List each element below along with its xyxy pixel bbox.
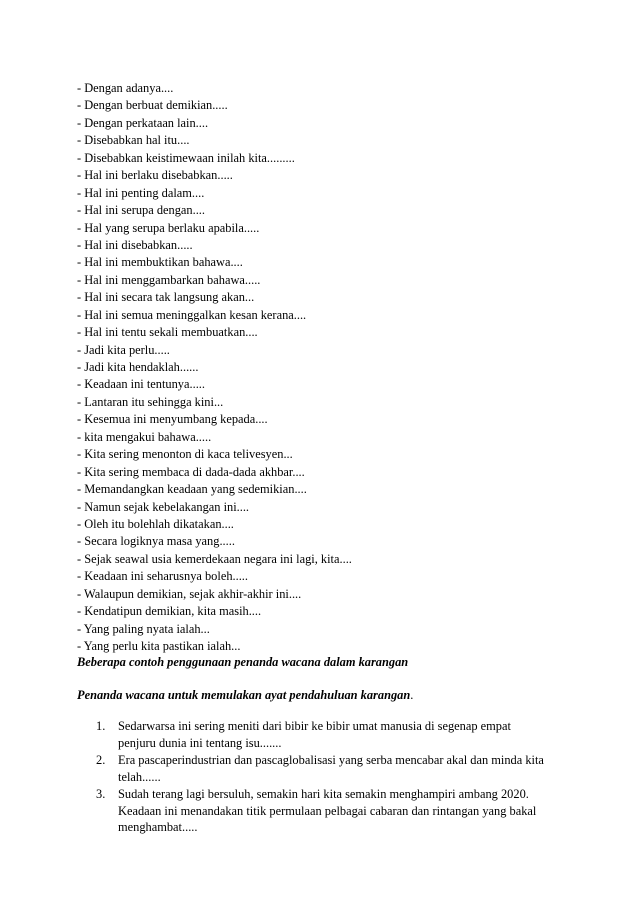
example-item [0, 752, 548, 786]
phrase-item: - Secara logiknya masa yang..... [77, 534, 235, 549]
example-item [0, 786, 548, 837]
phrase-item: - Disebabkan keistimewaan inilah kita......... [77, 150, 295, 165]
phrase-item: - kita mengakui bahawa..... [77, 429, 212, 444]
example-number: 3. [96, 786, 106, 801]
example-text: Sudah terang lagi bersuluh, semakin hari kita semakin menghampiri ambang 2020. Keadaan ini menandakan titik permulaan pelbagai cabaran dan rintangan yang bakal menghambat..... [118, 786, 537, 835]
phrase-item: - Namun sejak kebelakangan ini.... [77, 499, 250, 514]
subheading [77, 688, 413, 703]
phrase-item: - Hal ini semua meninggalkan kesan kerana.... [77, 307, 307, 322]
phrase-item: - Lantaran itu sehingga kini... [77, 394, 224, 409]
phrase-item: - Sejak seawal usia kemerdekaan negara ini lagi, kita.... [77, 551, 352, 566]
example-text: Sedarwarsa ini sering meniti dari bibir ke bibir umat manusia di segenap empat penjuru dunia ini tentang isu....... [118, 719, 511, 750]
phrase-item: - Disebabkan hal itu.... [77, 133, 190, 148]
phrase-item: - Keadaan ini tentunya..... [77, 377, 205, 392]
phrase-item: - Keadaan ini seharusnya boleh..... [77, 569, 249, 584]
phrase-item: - Walaupun demikian, sejak akhir-akhir ini.... [77, 586, 302, 601]
phrase-item: - Hal ini membuktikan bahawa.... [77, 255, 243, 270]
phrase-item: - Hal yang serupa berlaku apabila..... [77, 220, 260, 235]
phrase-item: - Jadi kita perlu..... [77, 342, 170, 357]
phrase-item: - Memandangkan keadaan yang sedemikian.... [77, 482, 307, 497]
phrase-item: - Kita sering membaca di dada-dada akhbar.... [77, 464, 305, 479]
phrase-item: - Hal ini penting dalam.... [77, 185, 205, 200]
phrase-item: - Yang perlu kita pastikan ialah... [77, 639, 241, 653]
phrase-item: - Hal ini secara tak langsung akan... [77, 290, 255, 305]
example-number: 2. [96, 752, 106, 767]
phrase-item: - Dengan perkataan lain.... [77, 115, 209, 130]
phrase-item: - Kendatipun demikian, kita masih.... [77, 604, 262, 619]
discourse-marker-list [77, 80, 352, 655]
phrase-item: - Yang paling nyata ialah... [77, 621, 210, 636]
phrase-item: - Hal ini menggambarkan bahawa..... [77, 272, 261, 287]
example-item [0, 718, 548, 752]
phrase-item: - Hal ini disebabkan..... [77, 237, 193, 252]
phrase-item: - Kita sering menonton di kaca telivesyen... [77, 447, 293, 462]
phrase-item: - Dengan berbuat demikian..... [77, 98, 228, 113]
subheading-period: . [410, 688, 414, 702]
subheading-text: Penanda wacana untuk memulakan ayat pendahuluan karangan [77, 688, 411, 702]
phrase-item: - Oleh itu bolehlah dikatakan.... [77, 516, 234, 531]
phrase-item: - Kesemua ini menyumbang kepada.... [77, 412, 268, 427]
section-heading: Beberapa contoh penggunaan penanda wacana dalam karangan [77, 655, 409, 669]
example-text: Era pascaperindustrian dan pascaglobalisasi yang serba mencabar akal dan minda kita telah...... [118, 752, 544, 784]
example-number: 1. [96, 719, 106, 733]
example-list [0, 718, 638, 836]
phrase-item: - Dengan adanya.... [77, 81, 174, 95]
phrase-item: - Hal ini berlaku disebabkan..... [77, 168, 233, 183]
phrase-item: - Hal ini tentu sekali membuatkan.... [77, 325, 258, 340]
phrase-item: - Hal ini serupa dengan.... [77, 203, 205, 218]
phrase-item: - Jadi kita hendaklah...... [77, 360, 199, 374]
